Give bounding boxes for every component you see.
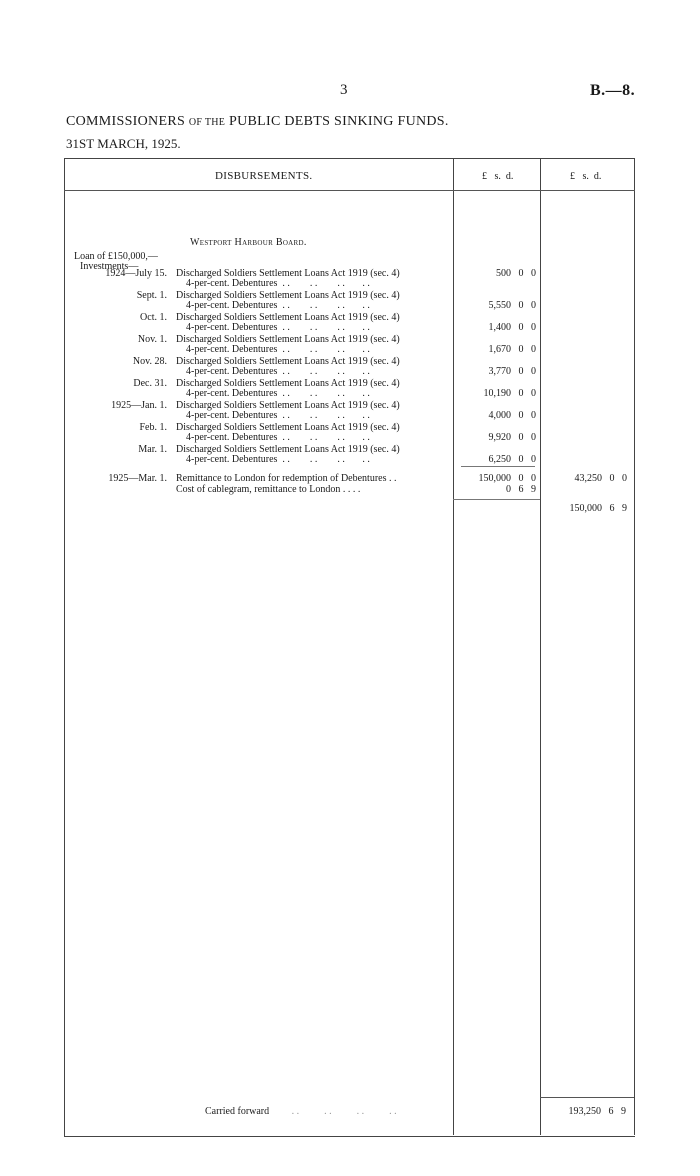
- remittance-date: 1925—Mar. 1.: [108, 473, 167, 484]
- remittance-amount-1: 150,000 0 0: [478, 473, 536, 484]
- title-part-1: COMMISSIONERS: [66, 114, 186, 129]
- entry-description-line-1: Discharged Soldiers Settlement Loans Act 1919 (sec. 4): [176, 378, 400, 389]
- entry-description-line-2: 4-per-cent. Debentures . . . . . . . .: [186, 344, 370, 355]
- entry-date: 1925—Jan. 1.: [111, 400, 167, 411]
- date-year: 1925.: [151, 136, 181, 151]
- remittance-rule: [453, 499, 540, 500]
- entry-date: Oct. 1.: [140, 312, 167, 323]
- page-title: [66, 114, 449, 130]
- leader-dots: . . . . . . . .: [291, 1106, 397, 1117]
- entry-amount: 500 0 0: [496, 268, 536, 279]
- entry-description-line-1: Discharged Soldiers Settlement Loans Act 1919 (sec. 4): [176, 334, 400, 345]
- remittance-total: 150,000 6 9: [569, 503, 627, 514]
- header-rule: [64, 190, 635, 191]
- investments-total: 43,250 0 0: [574, 473, 627, 484]
- date-day: 31ST: [66, 136, 94, 151]
- entry-description-line-2: 4-per-cent. Debentures . . . . . . . .: [186, 278, 370, 289]
- entry-amount: 1,400 0 0: [488, 322, 536, 333]
- carried-forward-text: Carried forward: [205, 1106, 270, 1117]
- title-part-2: PUBLIC DEBTS SINKING FUNDS.: [229, 114, 449, 129]
- entry-description-line-2: 4-per-cent. Debentures . . . . . . . .: [186, 322, 370, 333]
- date-month: MARCH,: [97, 136, 149, 151]
- entry-description-line-1: Discharged Soldiers Settlement Loans Act 1919 (sec. 4): [176, 268, 400, 279]
- entry-amount: 10,190 0 0: [483, 388, 536, 399]
- entry-description-line-1: Discharged Soldiers Settlement Loans Act 1919 (sec. 4): [176, 356, 400, 367]
- currency-header-2: £ s. d.: [570, 171, 602, 182]
- currency-header-1: £ s. d.: [482, 171, 514, 182]
- column-divider: [540, 158, 541, 1135]
- entry-amount: 4,000 0 0: [488, 410, 536, 421]
- loan-line-2: Investments—: [80, 261, 139, 272]
- entry-date: Sept. 1.: [136, 290, 167, 301]
- disbursements-heading: DISBURSEMENTS.: [215, 170, 313, 182]
- entry-description-line-1: Discharged Soldiers Settlement Loans Act 1919 (sec. 4): [176, 400, 400, 411]
- carried-forward-label: [205, 1106, 397, 1117]
- entry-description-line-2: 4-per-cent. Debentures . . . . . . . .: [186, 454, 370, 465]
- page-number: 3: [340, 82, 348, 98]
- carried-forward-rule: [540, 1097, 634, 1098]
- document-reference: B.—8.: [590, 82, 636, 99]
- column-divider: [634, 158, 635, 1135]
- entry-description-line-2: 4-per-cent. Debentures . . . . . . . .: [186, 366, 370, 377]
- entry-description-line-1: Discharged Soldiers Settlement Loans Act 1919 (sec. 4): [176, 290, 400, 301]
- remittance-line-2: Cost of cablegram, remittance to London . . . .: [176, 484, 361, 495]
- entry-description-line-2: 4-per-cent. Debentures . . . . . . . .: [186, 410, 370, 421]
- title-of-the: OF THE: [188, 117, 226, 128]
- entry-description-line-1: Discharged Soldiers Settlement Loans Act 1919 (sec. 4): [176, 444, 400, 455]
- entry-description-line-1: Discharged Soldiers Settlement Loans Act 1919 (sec. 4): [176, 422, 400, 433]
- entry-amount: 1,670 0 0: [488, 344, 536, 355]
- remittance-line-1: Remittance to London for redemption of Debentures . .: [176, 473, 397, 484]
- section-heading: Westport Harbour Board.: [190, 237, 307, 248]
- entry-amount: 3,770 0 0: [488, 366, 536, 377]
- subtotal-rule: [461, 466, 535, 467]
- carried-forward-total: 193,250 6 9: [568, 1106, 626, 1117]
- remittance-amount-2: 0 6 9: [506, 484, 536, 495]
- entry-description-line-1: Discharged Soldiers Settlement Loans Act 1919 (sec. 4): [176, 312, 400, 323]
- entry-date: 1924—July 15.: [105, 268, 167, 279]
- entry-date: Mar. 1.: [138, 444, 167, 455]
- entry-date: Feb. 1.: [139, 422, 167, 433]
- entry-amount: 9,920 0 0: [488, 432, 536, 443]
- entry-date: Nov. 1.: [137, 334, 167, 345]
- entry-amount: 6,250 0 0: [488, 454, 536, 465]
- entry-date: Nov. 28.: [132, 356, 167, 367]
- entry-description-line-2: 4-per-cent. Debentures . . . . . . . .: [186, 432, 370, 443]
- loan-line-1: Loan of £150,000,—: [74, 251, 158, 262]
- entry-date: Dec. 31.: [133, 378, 167, 389]
- entry-description-line-2: 4-per-cent. Debentures . . . . . . . .: [186, 388, 370, 399]
- entry-description-line-2: 4-per-cent. Debentures . . . . . . . .: [186, 300, 370, 311]
- date-line: [66, 136, 181, 152]
- entry-amount: 5,550 0 0: [488, 300, 536, 311]
